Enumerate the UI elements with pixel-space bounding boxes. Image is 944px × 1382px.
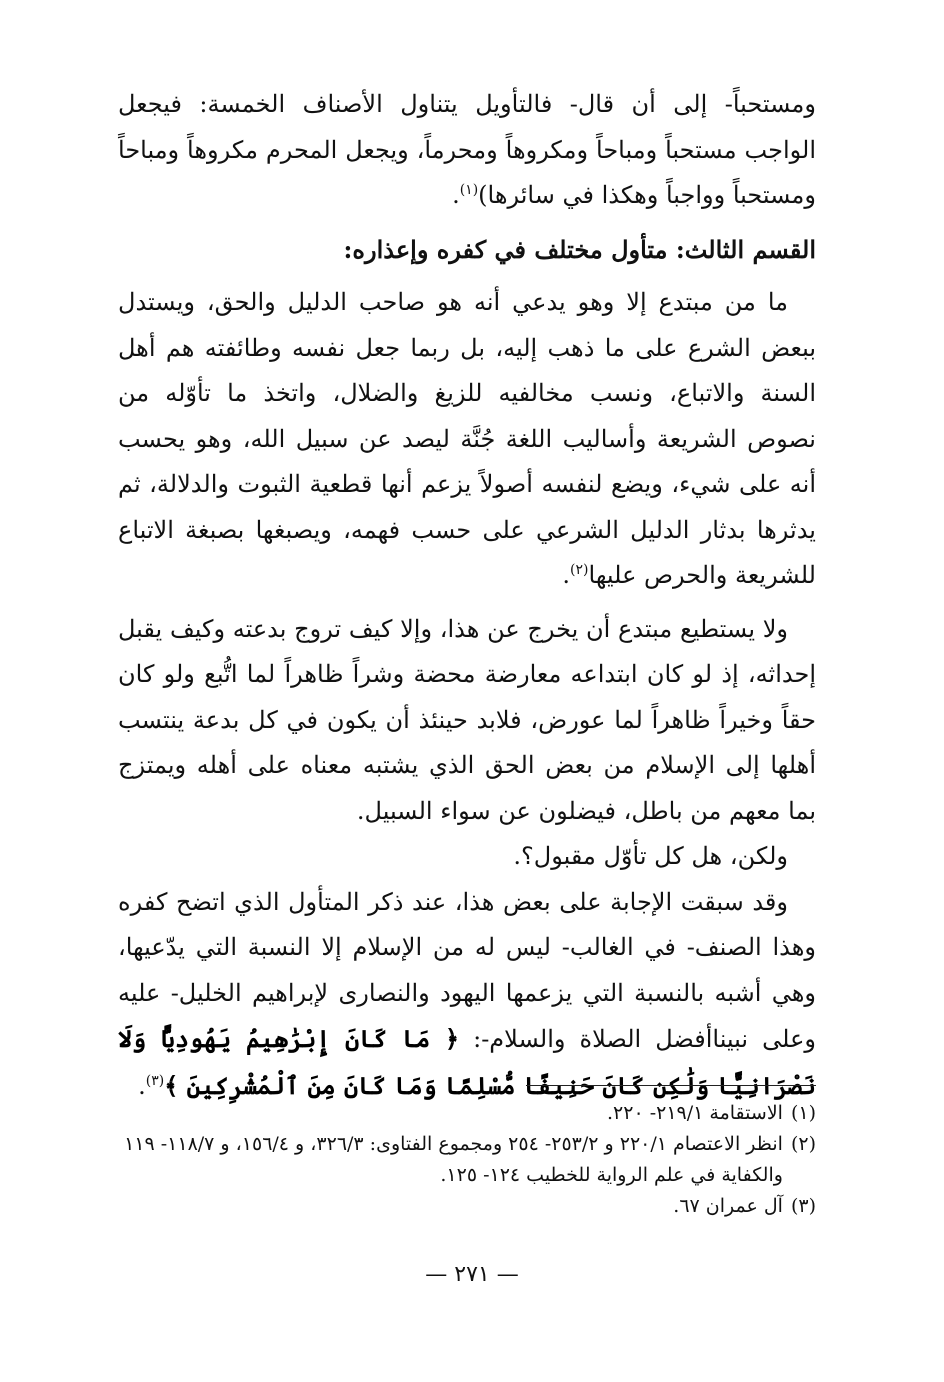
paragraph-1 xyxy=(118,82,816,219)
footnote-ref-1[interactable]: (١) xyxy=(459,182,479,198)
paragraph-3: ولا يستطيع مبتدع أن يخرج عن هذا، وإلا كيف تروج بدعته وكيف يقبل إحداثه، إذ لو كان ابتداعه معارضة محضة وشراً ظاهراً لما اتُّبع ولو كان حقاً وخيراً ظاهراً لما عورض، فلابد حينئذ أن يكون في كل بدعة ينتسب أهلها إلى الإسلام من بعض الحق الذي يشتبه معناه على أهله ويمتزج بما معهم من باطل، فيضلون عن سواء السبيل. xyxy=(118,614,816,825)
spacer xyxy=(118,219,816,227)
main-text xyxy=(118,82,816,1109)
footnote-text: الاستقامة ٢١٩/١- ٢٢٠. xyxy=(606,1102,783,1124)
footnote-1 xyxy=(118,1098,816,1129)
spacer xyxy=(118,599,816,607)
footnote-number: (٢) xyxy=(790,1133,816,1155)
paragraph-2 xyxy=(118,280,816,599)
paragraph-5-text: وقد سبقت الإجابة على بعض هذا، عند ذكر المتأول الذي اتضح كفره وهذا الصنف- في الغالب- ليس له من الإسلام إلا النسبة التي يدّعيها، وهي أشبه بالنسبة التي يزعمها اليهود والنصارى لإبراهيم الخليل- عليه وعلى نبيناأفضل الصلاة والسلام-: xyxy=(118,887,817,1053)
paragraph-1-end: . xyxy=(452,181,460,209)
footnotes xyxy=(118,1098,816,1222)
section-heading: القسم الثالث: متأول مختلف في كفره وإعذاره: xyxy=(343,234,816,264)
quran-verse: ﴿ مَا كَانَ إِبْرَٰهِيمُ يَهُودِيًّا وَلَا نَصْرَانِيًّا وَلَٰكِن كَانَ حَنِيفًا مُّسْلِمًا وَمَا كَانَ مِنَ ٱلْمُشْرِكِينَ ﴾ xyxy=(118,1024,816,1100)
paragraph-2-end: . xyxy=(562,561,571,589)
paragraph-5-end: . xyxy=(138,1071,146,1100)
footnote-number: (٣) xyxy=(790,1195,816,1217)
footnote-ref-2[interactable]: (٢) xyxy=(570,562,589,578)
footnote-3 xyxy=(118,1191,816,1222)
footnote-ref-3[interactable]: (٣) xyxy=(145,1072,165,1089)
paragraph-2-text: ما من مبتدع إلا وهو يدعي أنه هو صاحب الدليل والحق، ويستدل ببعض الشرع على ما ذهب إليه، بل ربما جعل نفسه وطائفته هم أهل السنة والاتباع، ونسب مخالفيه للزيغ والضلال، واتخذ ما تأوّله من نصوص الشريعة وأساليب اللغة جُنَّة ليصد عن سبيل الله، وهو يحسب أنه على شيء، ويضع لنفسه أصولاً يزعم أنها قطعية الثبوت والدلالة، ثم يدثرها بدثار الدليل الشرعي على حسب فهمه، ويصبغها بصبغة الاتباع للشريعة والحرص عليها xyxy=(118,288,816,589)
footnote-text: آل عمران ٦٧. xyxy=(673,1195,783,1217)
paragraph-5 xyxy=(118,880,816,1110)
paragraph-4: ولكن، هل كل تأوّل مقبول؟. xyxy=(513,842,788,870)
footnote-number: (١) xyxy=(790,1102,816,1124)
footnote-2 xyxy=(118,1129,816,1191)
page-number: — ٢٧١ — xyxy=(425,1262,519,1287)
footnote-divider xyxy=(526,1085,816,1086)
footnote-text: انظر الاعتصام ٢٢٠/١ و ٢٥٣/٢- ٢٥٤ ومجموع الفتاوى: ٣٢٦/٣، و ١٥٦/٤، و ١١٨/٧- ١١٩ والكفاية في علم الرواية للخطيب ١٢٤- ١٢٥. xyxy=(124,1133,783,1186)
spacer xyxy=(118,272,816,280)
paragraph-1-text: ومستحباً- إلى أن قال- فالتأويل يتناول الأصناف الخمسة: فيجعل الواجب مستحباً ومباحاً ومكروهاً ومحرماً، ويجعل المحرم مكروهاً ومباحاً ومستحباً وواجباً وهكذا في سائرها) xyxy=(118,90,816,209)
